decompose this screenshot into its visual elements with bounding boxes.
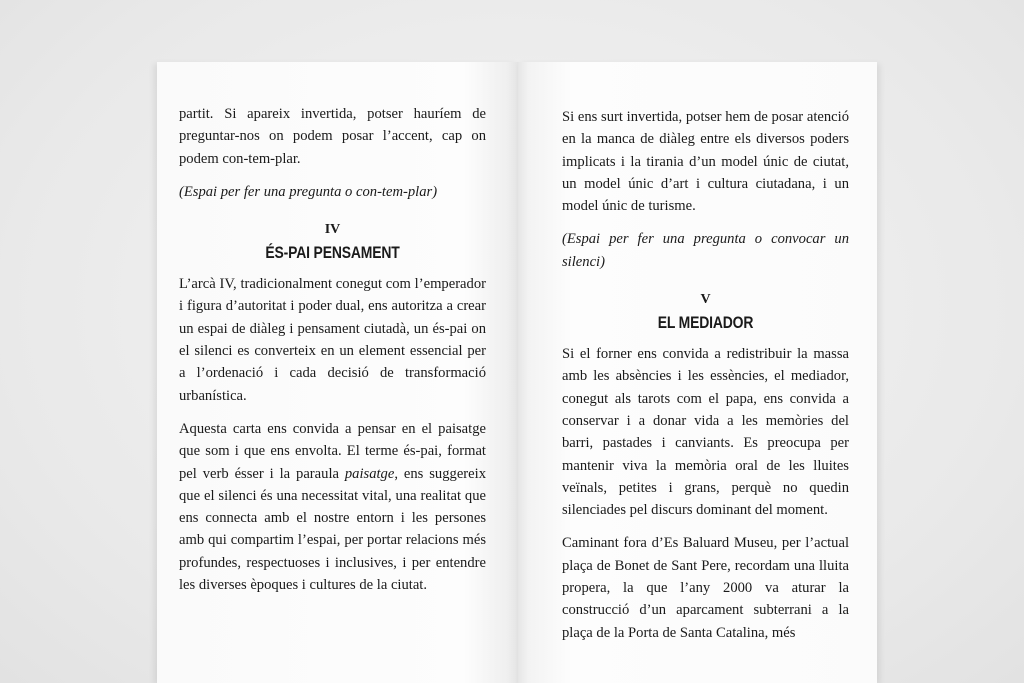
- right-page-text: [562, 106, 849, 655]
- open-booklet: [157, 62, 877, 683]
- left-page-text: [179, 103, 486, 607]
- paragraph: partit. Si apareix invertida, potser hauríem de preguntar-nos on podem posar l’accent, cap on podem con-tem-plar.: [179, 106, 486, 167]
- paragraph: Si ens surt invertida, potser hem de posar atenció en la manca de diàleg entre els diversos poders implicats i la tirania d’un model únic de ciutat, un model únic d’art i cultura ciutadana, i un model únic de turisme.: [562, 109, 849, 215]
- left-page: [157, 62, 518, 683]
- section-title: ÉS-PAI PENSAMENT: [265, 243, 400, 263]
- right-page: [518, 62, 877, 683]
- paragraph: Si el forner ens convida a redistribuir la massa amb les absències i les essències, el mediador, conegut als tarots com el papa, ens convida a conservar i a donar vida a les memòries del barri, pastades i canviants. Es preocupa per mantenir viva la memòria oral de les lluites veïnals, petites i grans, perquè no quedin silenciades pel discurs dominant del moment.: [562, 346, 849, 519]
- paragraph-text: , ens suggereix que el silenci és una necessitat vital, una realitat que ens connecta amb el nostre entorn i les persones amb qui compartim l’espai, per portar relacions més profundes, respectuoses i inclusives, i per entendre les diverses èpoques i cultures de la ciutat.: [179, 465, 486, 594]
- section-number: IV: [324, 222, 341, 238]
- paragraph: [179, 418, 486, 596]
- paragraph: L’arcà IV, tradicionalment conegut com l’emperador i figura d’autoritat i poder dual, ens autoritza a crear un espai de diàleg i pensament ciutadà, un és-pai on el silenci es converteix en un element essencial per a l’ordenació i cada decisió de transformació urbanística.: [179, 276, 486, 404]
- paragraph: Caminant fora d’Es Baluard Museu, per l’actual plaça de Bonet de Sant Pere, recordam una lluita propera, la que l’any 2000 va aturar la construcció d’un aparcament subterrani a la plaça de la Porta de Santa Catalina, més: [562, 535, 849, 641]
- section-title: EL MEDIADOR: [657, 313, 754, 333]
- italic-note: (Espai per fer una pregunta o con-tem-plar): [179, 183, 438, 200]
- paragraph-text: Aquesta carta ens convida a pensar en el paisatge que som i que ens envolta. El terme és-pai, format pel verb ésser i la paraula: [179, 420, 486, 482]
- italic-note: (Espai per fer una pregunta o convocar un silenci): [562, 231, 849, 270]
- emphasized-word: paisatge: [344, 465, 395, 482]
- section-number: V: [700, 292, 711, 308]
